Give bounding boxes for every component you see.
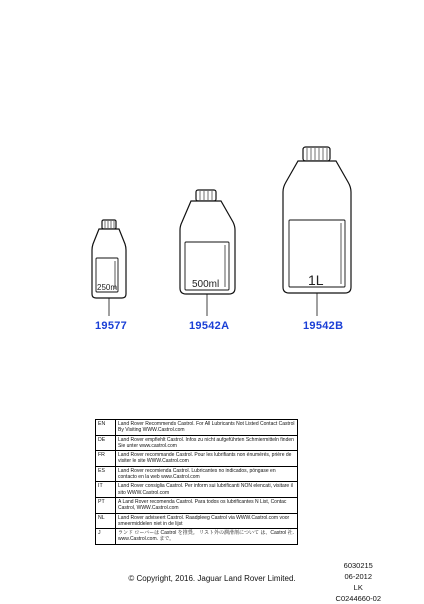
copyright-notice: © Copyright, 2016. Jaguar Land Rover Limited. xyxy=(128,574,296,583)
language-code: ES xyxy=(96,466,116,482)
lubricant-recommendation-table xyxy=(95,419,298,545)
recommendation-text: ランド ローバーは Castrol を推奨。 リスト外の潤滑剤について は、Castrol 社. www.Castrol.com. まで。 xyxy=(116,529,298,545)
drawing-reference: C0244660-02 xyxy=(335,594,381,603)
table-row xyxy=(96,482,298,498)
drawing-number: 6030215 xyxy=(343,561,373,570)
recommendation-text: Land Rover Recommends Castrol. For All Lubricants Not Listed Contact Castrol By Visiting WWW.Castrol.com xyxy=(116,420,298,436)
part-number: 19542B xyxy=(303,320,344,332)
bottle-capacity-label: 1L xyxy=(308,272,324,288)
table-row xyxy=(96,529,298,545)
recommendation-text: A Land Rover recomenda Castrol. Para todos os lubrificantes N List, Contac Castrol, WWW.Castrol.com xyxy=(116,497,298,513)
recommendation-text: Land Rover recomienda Castrol. Lubricantes no indicados, póngase en contacto en la web www.Castrol.com xyxy=(116,466,298,482)
table-row xyxy=(96,435,298,451)
language-code: EN xyxy=(96,420,116,436)
language-code: PT xyxy=(96,497,116,513)
bottle-capacity-label: 250ml xyxy=(97,283,119,292)
part-number: 19542A xyxy=(189,320,230,332)
table-row xyxy=(96,466,298,482)
language-code: DE xyxy=(96,435,116,451)
recommendation-text: Land Rover empfiehlt Castrol. Infos zu nicht aufgeführten Schmiermitteln finden Sie unter www.castrol.com xyxy=(116,435,298,451)
language-code: FR xyxy=(96,451,116,467)
language-code: IT xyxy=(96,482,116,498)
drawing-author: LK xyxy=(353,583,363,592)
bottle-capacity-label: 500ml xyxy=(192,279,220,290)
table-row xyxy=(96,497,298,513)
recommendation-text: Land Rover recommande Castrol. Pour les lubrifiants non énumérés, prière de visiter le site WWW.Castrol.com xyxy=(116,451,298,467)
part-number: 19577 xyxy=(95,320,128,332)
recommendation-text: Land Rover consiglia Castrol. Per inform sui lubrificanti NON elencati, visitare il sito WWW.Castrol.com xyxy=(116,482,298,498)
table-row xyxy=(96,420,298,436)
language-code: J xyxy=(96,529,116,545)
language-code: NL xyxy=(96,513,116,529)
table-row xyxy=(96,451,298,467)
drawing-date: 06-2012 xyxy=(344,572,373,581)
recommendation-text: Land Rover adviseert Castrol. Raadpleeg Castrol via WWW.Castrol.com voor smeermiddelen niet in de lijst xyxy=(116,513,298,529)
table-row xyxy=(96,513,298,529)
